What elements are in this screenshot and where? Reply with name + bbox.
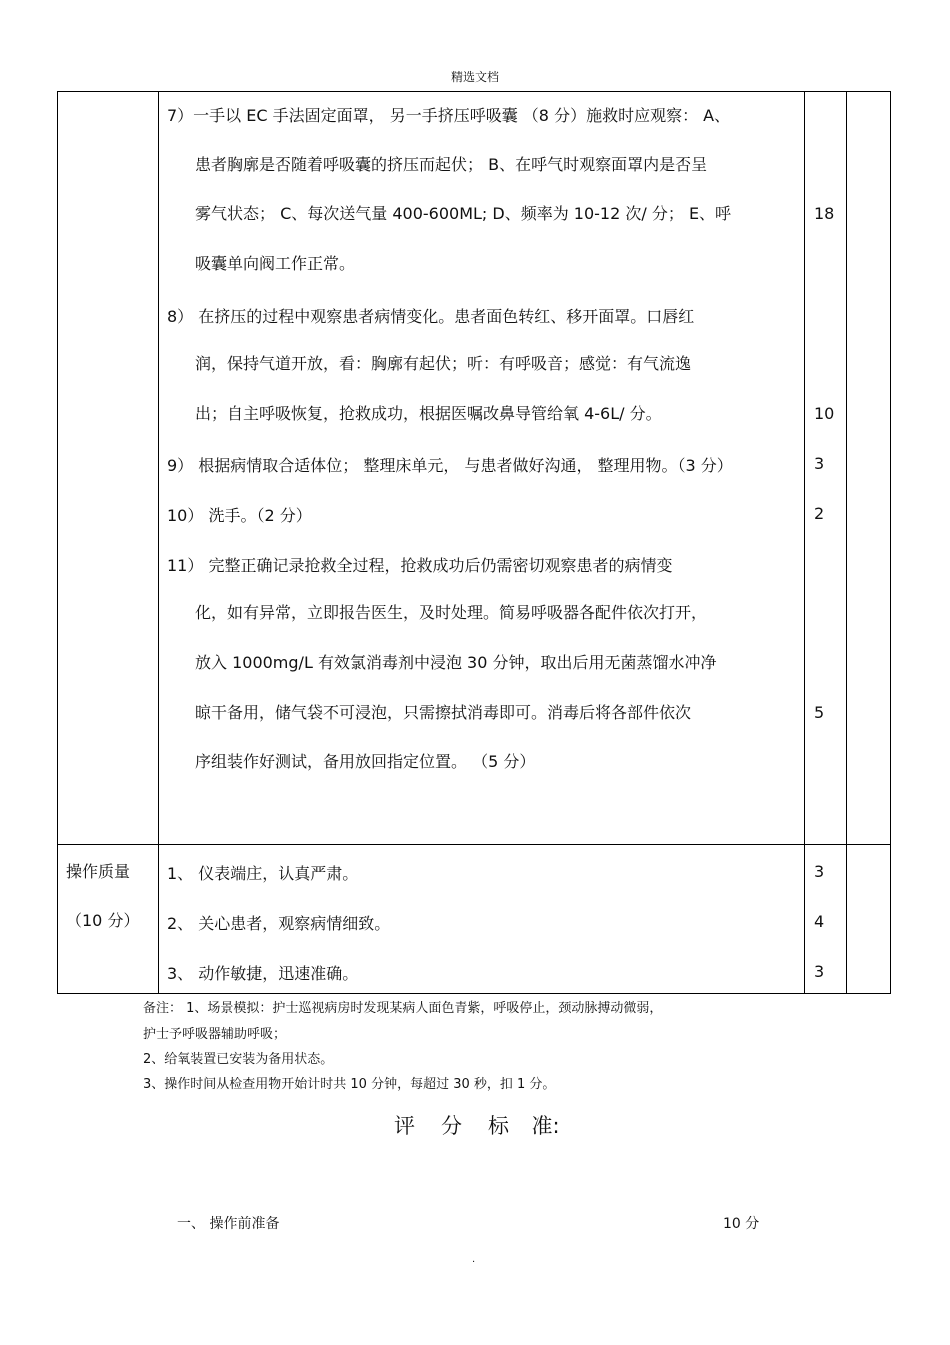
section-title: 一、 操作前准备 (177, 1216, 280, 1232)
step-11-line-4: 晾干备用，储气袋不可浸泡，只需擦拭消毒即可。消毒后将各部件依次 (195, 703, 692, 722)
step-11-line-2: 化，如有异常，立即报告医生，及时处理。简易呼吸器各配件依次打开， (195, 603, 708, 622)
step-7-line-4: 吸囊单向阀工作正常。 (195, 254, 356, 273)
step-11-line-5: 序组装作好测试，备用放回指定位置。 （5 分） (195, 752, 536, 771)
scoring-standard-title: 评 分 标 准: (394, 1114, 560, 1138)
step-11-score: 5 (814, 703, 825, 722)
step-8-score: 10 (814, 404, 835, 423)
quality-score-2: 4 (814, 912, 825, 931)
quality-score-3: 3 (814, 962, 825, 981)
note-line-3: 2、给氧装置已安装为备用状态。 (143, 1052, 334, 1067)
step-7-score: 18 (814, 204, 835, 223)
quality-label: 操作质量 (66, 862, 131, 881)
step-7-line-1: 7）一手以 EC 手法固定面罩， 另一手挤压呼吸囊 （8 分）施救时应观察： A、 (167, 106, 731, 125)
step-8-line-2: 润，保持气道开放，看：胸廓有起伏；听：有呼吸音；感觉：有气流逸 (195, 354, 692, 373)
quality-score-1: 3 (814, 862, 825, 881)
quality-points: （10 分） (66, 911, 140, 930)
step-10-line: 10） 洗手。（2 分） (167, 506, 312, 525)
footer-mark: . (472, 1254, 476, 1265)
page-header: 精选文档 (450, 70, 499, 84)
note-line-4: 3、操作时间从检查用物开始计时共 10 分钟，每超过 30 秒，扣 1 分。 (143, 1077, 556, 1092)
step-8-line-1: 8） 在挤压的过程中观察患者病情变化。患者面色转红、移开面罩。口唇红 (167, 307, 695, 326)
note-line-1: 备注： 1、场景模拟：护士巡视病房时发现某病人面色青紫，呼吸停止，颈动脉搏动微弱， (143, 1001, 663, 1016)
step-8-line-3: 出；自主呼吸恢复，抢救成功，根据医嘱改鼻导管给氧 4-6L/ 分。 (195, 404, 662, 423)
quality-item-3: 3、 动作敏捷，迅速准确。 (167, 964, 359, 983)
step-11-line-3: 放入 1000mg/L 有效氯消毒剂中浸泡 30 分钟，取出后用无菌蒸馏水冲净 (195, 653, 717, 672)
quality-item-1: 1、 仪表端庄，认真严肃。 (167, 864, 359, 883)
step-9-score: 3 (814, 454, 825, 473)
step-11-line-1: 11） 完整正确记录抢救全过程，抢救成功后仍需密切观察患者的病情变 (167, 556, 673, 575)
step-7-line-2: 患者胸廓是否随着呼吸囊的挤压而起伏； B、在呼气时观察面罩内是否呈 (195, 155, 708, 174)
section-points: 10 分 (723, 1216, 760, 1232)
step-9-line: 9） 根据病情取合适体位； 整理床单元， 与患者做好沟通， 整理用物。（3 分） (167, 456, 733, 475)
step-7-line-3: 雾气状态； C、每次送气量 400-600ML; D、频率为 10-12 次/ 分； E、呼 (195, 204, 732, 223)
step-10-score: 2 (814, 504, 825, 523)
quality-item-2: 2、 关心患者，观察病情细致。 (167, 914, 391, 933)
note-line-2: 护士予呼吸器辅助呼吸； (143, 1027, 287, 1042)
